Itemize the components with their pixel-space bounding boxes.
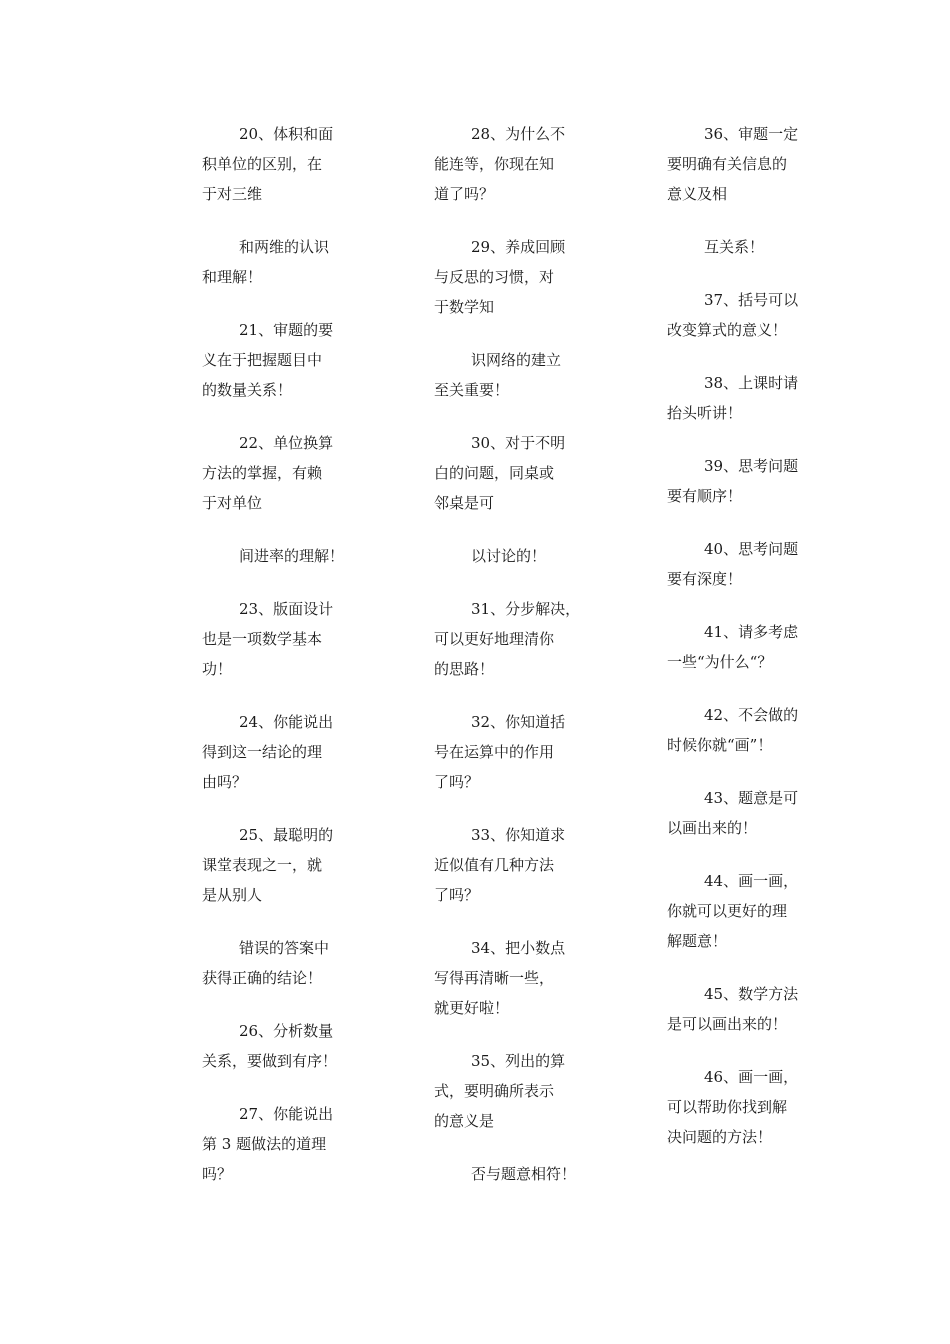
- tip-line: 你就可以更好的理: [667, 902, 788, 920]
- tip-paragraph: [434, 820, 594, 910]
- tip-line: 就更好啦！: [434, 999, 510, 1017]
- tip-paragraph: [202, 428, 362, 518]
- tip-line: 于对单位: [202, 494, 263, 512]
- tip-paragraph: [202, 315, 362, 405]
- tip-paragraph: [667, 285, 827, 345]
- tip-line: 41、请多考虑: [704, 623, 799, 641]
- tip-line: 一些“为什么“？: [667, 653, 773, 671]
- tip-line: 功！: [202, 660, 233, 678]
- tip-line: 以画出来的！: [667, 819, 758, 837]
- tip-paragraph: [434, 1159, 594, 1189]
- tip-paragraph: [202, 232, 362, 292]
- tip-paragraph: [202, 820, 362, 910]
- tip-line: 33、你知道求: [471, 826, 566, 844]
- text-column-2: [434, 119, 594, 1212]
- tip-paragraph: [434, 119, 594, 209]
- tip-line: 22、单位换算: [239, 434, 334, 452]
- tip-line: 27、你能说出: [239, 1105, 334, 1123]
- tip-line: 的意义是: [434, 1112, 495, 1130]
- tip-line: 获得正确的结论！: [202, 969, 323, 987]
- tip-line: 37、括号可以: [704, 291, 799, 309]
- tip-paragraph: [434, 933, 594, 1023]
- tip-line: 义在于把握题目中: [202, 351, 323, 369]
- tip-paragraph: [202, 933, 362, 993]
- tip-paragraph: [202, 1099, 362, 1189]
- tip-line: 了吗？: [434, 886, 480, 904]
- tip-line: 白的问题，同桌或: [434, 464, 555, 482]
- tip-line: 邻桌是可: [434, 494, 495, 512]
- tip-line: 意义及相: [667, 185, 728, 203]
- tip-line: 是可以画出来的！: [667, 1015, 788, 1033]
- tip-line: 的数量关系！: [202, 381, 293, 399]
- tip-line: 24、你能说出: [239, 713, 334, 731]
- tip-paragraph: [434, 345, 594, 405]
- tip-line: 可以帮助你找到解: [667, 1098, 788, 1116]
- tip-paragraph: [434, 232, 594, 322]
- tip-line: 42、不会做的: [704, 706, 799, 724]
- tip-line: 吗？: [202, 1165, 233, 1183]
- tip-paragraph: [667, 979, 827, 1039]
- tip-paragraph: [434, 1046, 594, 1136]
- tip-paragraph: [667, 866, 827, 956]
- tip-paragraph: [667, 783, 827, 843]
- tip-line: 36、审题一定: [704, 125, 799, 143]
- tip-paragraph: [434, 594, 594, 684]
- tip-line: 20、体积和面: [239, 125, 334, 143]
- tip-line: 39、思考问题: [704, 457, 799, 475]
- tip-line: 的思路！: [434, 660, 495, 678]
- tip-line: 由吗？: [202, 773, 248, 791]
- tip-line: 31、分步解决，: [471, 600, 581, 618]
- tip-paragraph: [434, 428, 594, 518]
- tip-line: 至关重要！: [434, 381, 510, 399]
- tip-line: 以讨论的！: [471, 547, 547, 565]
- tip-line: 23、版面设计: [239, 600, 334, 618]
- tip-line: 与反思的习惯，对: [434, 268, 555, 286]
- tip-line: 识网络的建立: [471, 351, 562, 369]
- tip-line: 了吗？: [434, 773, 480, 791]
- tip-line: 21、审题的要: [239, 321, 334, 339]
- tip-paragraph: [667, 451, 827, 511]
- tip-line: 26、分析数量: [239, 1022, 334, 1040]
- tip-line: 32、你知道括: [471, 713, 566, 731]
- tip-line: 近似值有几种方法: [434, 856, 555, 874]
- tip-line: 44、画一画，: [704, 872, 799, 890]
- tip-line: 29、养成回顾: [471, 238, 566, 256]
- tip-paragraph: [667, 700, 827, 760]
- tip-paragraph: [434, 707, 594, 797]
- tip-line: 于对三维: [202, 185, 263, 203]
- tip-paragraph: [667, 368, 827, 428]
- tip-paragraph: [434, 541, 594, 571]
- tip-line: 得到这一结论的理: [202, 743, 323, 761]
- tip-paragraph: [667, 534, 827, 594]
- tip-line: 于数学知: [434, 298, 495, 316]
- tip-paragraph: [667, 119, 827, 209]
- tip-line: 号在运算中的作用: [434, 743, 555, 761]
- tip-line: 能连等，你现在知: [434, 155, 555, 173]
- tip-line: 改变算式的意义！: [667, 321, 788, 339]
- tip-line: 错误的答案中: [239, 939, 330, 957]
- tip-line: 课堂表现之一，就: [202, 856, 323, 874]
- tip-line: 否与题意相符！: [471, 1165, 577, 1183]
- tip-line: 38、上课时请: [704, 374, 799, 392]
- tip-line: 43、题意是可: [704, 789, 799, 807]
- tip-line: 和理解！: [202, 268, 263, 286]
- tip-paragraph: [667, 1062, 827, 1152]
- tip-line: 方法的掌握，有赖: [202, 464, 323, 482]
- tip-line: 互关系！: [704, 238, 765, 256]
- tip-line: 时候你就“画”！: [667, 736, 773, 754]
- tip-line: 可以更好地理清你: [434, 630, 555, 648]
- tip-paragraph: [202, 1016, 362, 1076]
- tip-line: 积单位的区别，在: [202, 155, 323, 173]
- tip-line: 要明确有关信息的: [667, 155, 788, 173]
- tip-line: 道了吗？: [434, 185, 495, 203]
- tip-line: 和两维的认识: [239, 238, 330, 256]
- tip-line: 25、最聪明的: [239, 826, 334, 844]
- tip-line: 28、为什么不: [471, 125, 566, 143]
- tip-paragraph: [667, 617, 827, 677]
- tip-paragraph: [202, 594, 362, 684]
- tip-line: 要有深度！: [667, 570, 743, 588]
- tip-line: 30、对于不明: [471, 434, 566, 452]
- tip-line: 40、思考问题: [704, 540, 799, 558]
- tip-line: 关系，要做到有序！: [202, 1052, 338, 1070]
- text-column-3: [667, 119, 827, 1175]
- tip-paragraph: [202, 707, 362, 797]
- tip-line: 式，要明确所表示: [434, 1082, 555, 1100]
- tip-line: 要有顺序！: [667, 487, 743, 505]
- tip-line: 35、列出的算: [471, 1052, 566, 1070]
- tip-line: 间进率的理解！: [239, 547, 345, 565]
- tip-line: 决问题的方法！: [667, 1128, 773, 1146]
- tip-line: 34、把小数点: [471, 939, 566, 957]
- tip-paragraph: [667, 232, 827, 262]
- text-column-1: [202, 119, 362, 1212]
- tip-line: 写得再清晰一些，: [434, 969, 555, 987]
- tip-line: 抬头听讲！: [667, 404, 743, 422]
- tip-line: 第 3 题做法的道理: [202, 1135, 327, 1153]
- tip-paragraph: [202, 541, 362, 571]
- tip-paragraph: [202, 119, 362, 209]
- tip-line: 45、数学方法: [704, 985, 799, 1003]
- tip-line: 解题意！: [667, 932, 728, 950]
- tip-line: 也是一项数学基本: [202, 630, 323, 648]
- tip-line: 46、画一画，: [704, 1068, 799, 1086]
- tip-line: 是从别人: [202, 886, 263, 904]
